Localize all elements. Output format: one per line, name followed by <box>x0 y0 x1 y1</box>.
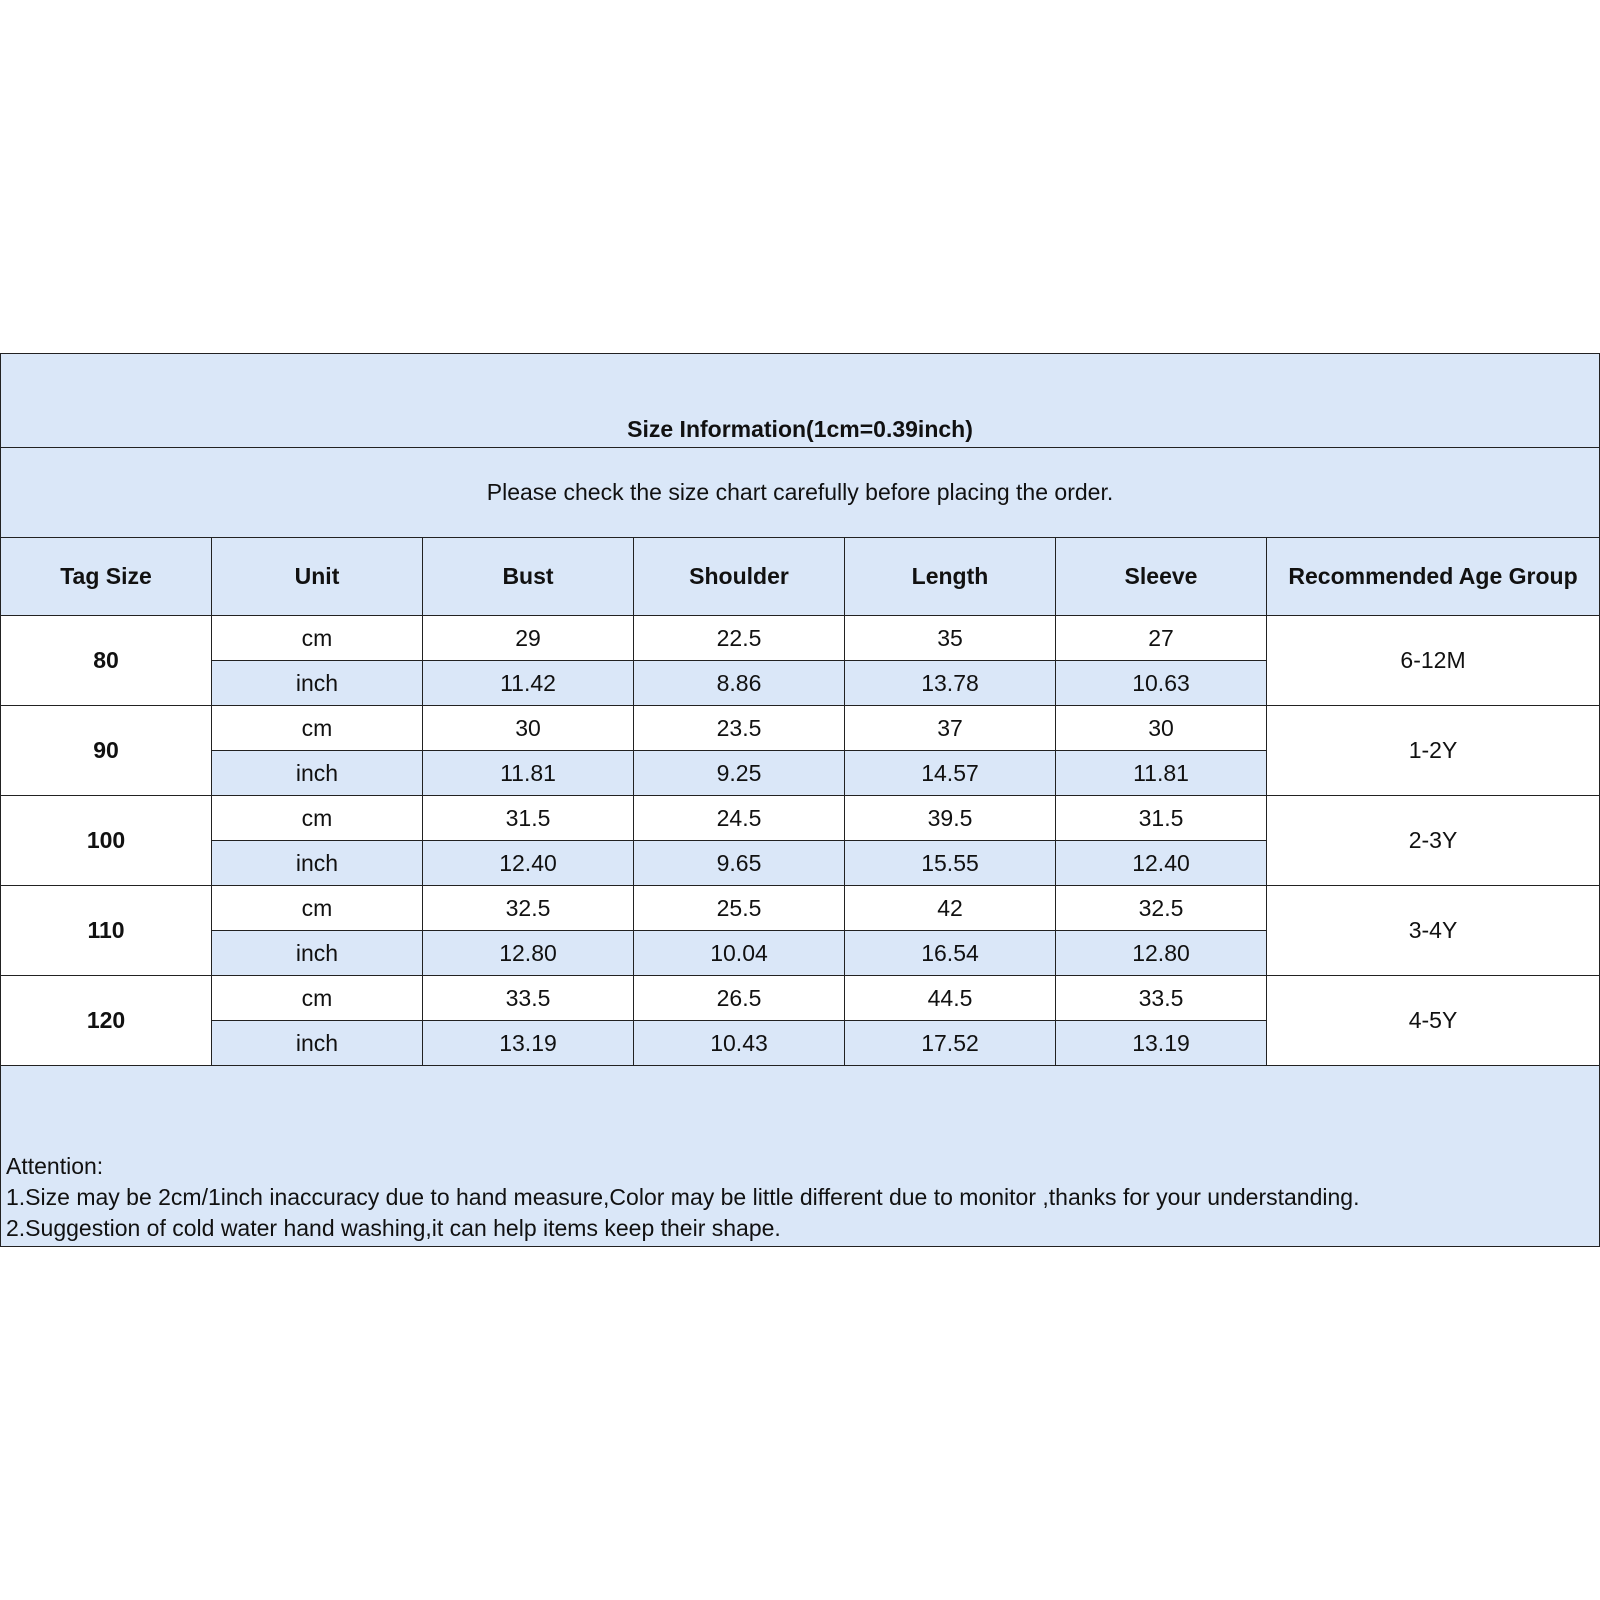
bust-cm-cell: 30 <box>423 706 634 751</box>
sleeve-cm-cell: 32.5 <box>1056 886 1267 931</box>
bust-cm-cell: 29 <box>423 616 634 661</box>
unit-cell: cm <box>212 976 423 1021</box>
unit-cell: inch <box>212 931 423 976</box>
header-row <box>1 538 1600 616</box>
header-age-group: Recommended Age Group <box>1267 538 1600 616</box>
sleeve-inch-cell: 13.19 <box>1056 1021 1267 1066</box>
sleeve-inch-cell: 12.40 <box>1056 841 1267 886</box>
shoulder-cm-cell: 25.5 <box>634 886 845 931</box>
age-group-cell: 3-4Y <box>1267 886 1600 976</box>
bust-inch-cell: 11.42 <box>423 661 634 706</box>
chart-title: Size Information(1cm=0.39inch) <box>1 354 1600 448</box>
bust-cm-cell: 31.5 <box>423 796 634 841</box>
length-cm-cell: 35 <box>845 616 1056 661</box>
table-row <box>1 976 1600 1021</box>
header-bust: Bust <box>423 538 634 616</box>
unit-cell: cm <box>212 616 423 661</box>
length-cm-cell: 39.5 <box>845 796 1056 841</box>
length-cm-cell: 42 <box>845 886 1056 931</box>
bust-cm-cell: 32.5 <box>423 886 634 931</box>
tag-size-cell: 100 <box>1 796 212 886</box>
length-inch-cell: 13.78 <box>845 661 1056 706</box>
attention-label: Attention: <box>6 1153 104 1179</box>
header-sleeve: Sleeve <box>1056 538 1267 616</box>
note-2: 2.Suggestion of cold water hand washing,it can help items keep their shape. <box>6 1215 781 1241</box>
shoulder-inch-cell: 9.65 <box>634 841 845 886</box>
age-group-cell: 4-5Y <box>1267 976 1600 1066</box>
length-inch-cell: 14.57 <box>845 751 1056 796</box>
sleeve-cm-cell: 31.5 <box>1056 796 1267 841</box>
shoulder-cm-cell: 23.5 <box>634 706 845 751</box>
tag-size-cell: 120 <box>1 976 212 1066</box>
length-inch-cell: 17.52 <box>845 1021 1056 1066</box>
size-rows <box>1 616 1600 1066</box>
shoulder-cm-cell: 26.5 <box>634 976 845 1021</box>
header-tag-size: Tag Size <box>1 538 212 616</box>
bust-cm-cell: 33.5 <box>423 976 634 1021</box>
tag-size-cell: 90 <box>1 706 212 796</box>
shoulder-inch-cell: 10.04 <box>634 931 845 976</box>
note-1: 1.Size may be 2cm/1inch inaccuracy due to hand measure,Color may be little different due to monitor ,thanks for your understanding. <box>6 1184 1360 1210</box>
unit-cell: inch <box>212 1021 423 1066</box>
bust-inch-cell: 13.19 <box>423 1021 634 1066</box>
unit-cell: cm <box>212 886 423 931</box>
sleeve-cm-cell: 30 <box>1056 706 1267 751</box>
unit-cell: cm <box>212 706 423 751</box>
header-shoulder: Shoulder <box>634 538 845 616</box>
length-inch-cell: 15.55 <box>845 841 1056 886</box>
unit-cell: cm <box>212 796 423 841</box>
shoulder-cm-cell: 24.5 <box>634 796 845 841</box>
sleeve-cm-cell: 27 <box>1056 616 1267 661</box>
tag-size-cell: 110 <box>1 886 212 976</box>
table-row <box>1 616 1600 661</box>
unit-cell: inch <box>212 841 423 886</box>
size-chart-sheet <box>0 353 1600 1247</box>
bust-inch-cell: 12.80 <box>423 931 634 976</box>
unit-cell: inch <box>212 661 423 706</box>
sleeve-inch-cell: 10.63 <box>1056 661 1267 706</box>
length-inch-cell: 16.54 <box>845 931 1056 976</box>
age-group-cell: 6-12M <box>1267 616 1600 706</box>
header-length: Length <box>845 538 1056 616</box>
age-group-cell: 2-3Y <box>1267 796 1600 886</box>
shoulder-inch-cell: 10.43 <box>634 1021 845 1066</box>
tag-size-cell: 80 <box>1 616 212 706</box>
table-row <box>1 796 1600 841</box>
size-chart-table <box>0 353 1600 1247</box>
length-cm-cell: 44.5 <box>845 976 1056 1021</box>
bust-inch-cell: 12.40 <box>423 841 634 886</box>
sleeve-inch-cell: 12.80 <box>1056 931 1267 976</box>
sleeve-cm-cell: 33.5 <box>1056 976 1267 1021</box>
header-unit: Unit <box>212 538 423 616</box>
chart-subtitle: Please check the size chart carefully before placing the order. <box>1 448 1600 538</box>
notes-cell <box>1 1066 1600 1247</box>
unit-cell: inch <box>212 751 423 796</box>
shoulder-cm-cell: 22.5 <box>634 616 845 661</box>
sleeve-inch-cell: 11.81 <box>1056 751 1267 796</box>
bust-inch-cell: 11.81 <box>423 751 634 796</box>
shoulder-inch-cell: 8.86 <box>634 661 845 706</box>
shoulder-inch-cell: 9.25 <box>634 751 845 796</box>
table-row <box>1 706 1600 751</box>
age-group-cell: 1-2Y <box>1267 706 1600 796</box>
length-cm-cell: 37 <box>845 706 1056 751</box>
table-row <box>1 886 1600 931</box>
